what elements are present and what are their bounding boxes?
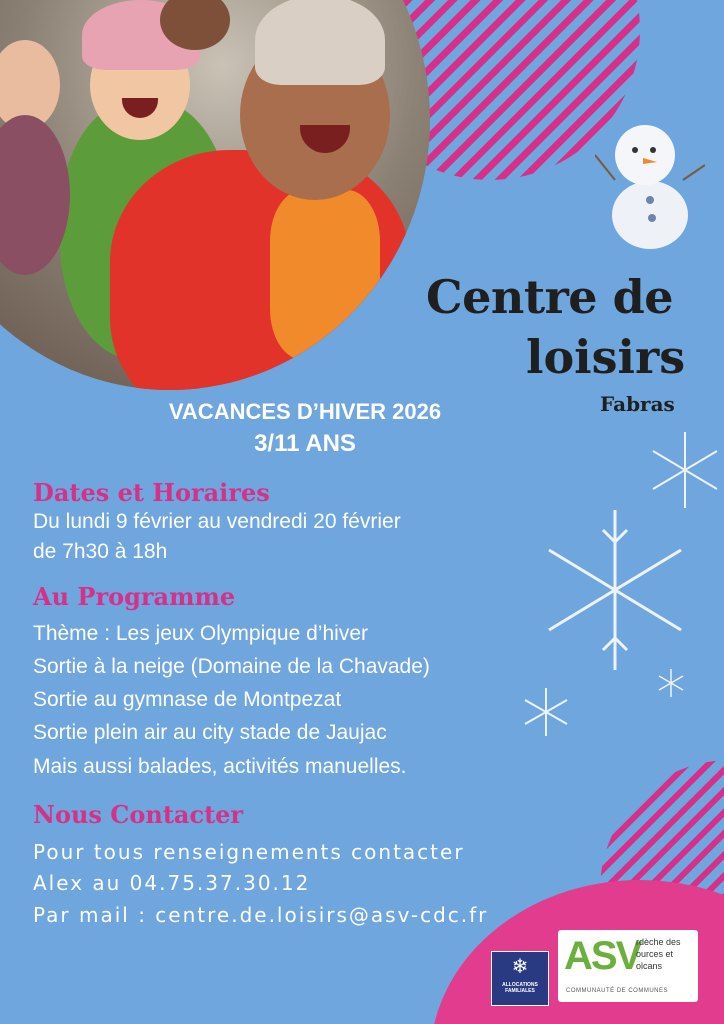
children-photo: [0, 0, 430, 390]
age-range: 3/11 ANS: [254, 430, 356, 457]
contact-line: Pour tous renseignements contacter: [33, 840, 465, 864]
dates-heading: Dates et Horaires: [33, 478, 270, 507]
caf-emblem-icon: ❄: [511, 956, 529, 978]
snowflake-icon: [520, 686, 572, 738]
programme-heading: Au Programme: [33, 582, 236, 611]
asv-word: rdèche des: [636, 937, 681, 947]
contact-heading: Nous Contacter: [33, 800, 244, 829]
asv-word: ources et: [636, 949, 674, 959]
contact-email: Par mail : centre.de.loisirs@asv-cdc.fr: [33, 903, 489, 927]
snowflake-icon: [650, 430, 720, 510]
title-location: Fabras: [600, 392, 675, 416]
title-line-2: loisirs: [526, 330, 686, 384]
programme-line: Sortie au gymnase de Montpezat: [33, 688, 342, 711]
snowflake-icon: [656, 668, 686, 698]
title-line-1: Centre de: [426, 270, 674, 324]
programme-line: Thème : Les jeux Olympique d’hiver: [33, 622, 368, 645]
asv-logo: [558, 930, 698, 1002]
caf-text: ALLOCATIONS: [502, 982, 538, 988]
holiday-heading: VACANCES D’HIVER 2026: [168, 399, 442, 424]
programme-line: Sortie à la neige (Domaine de la Chavade): [33, 655, 430, 678]
programme-line: Sortie plein air au city stade de Jaujac: [33, 721, 387, 744]
caf-logo: [491, 951, 549, 1006]
dates-line-1: Du lundi 9 février au vendredi 20 février: [33, 510, 401, 533]
asv-caption: COMMUNAUTÉ DE COMMUNES: [566, 988, 668, 994]
contact-phone: Alex au 04.75.37.30.12: [33, 871, 311, 895]
dates-line-2: de 7h30 à 18h: [33, 540, 168, 563]
asv-letters: ASV: [564, 934, 641, 978]
snowflake-icon: [545, 505, 685, 675]
caf-text: FAMILIALES: [505, 988, 535, 994]
programme-line: Mais aussi balades, activités manuelles.: [33, 755, 407, 778]
asv-word: olcans: [636, 961, 663, 971]
snowman-illustration: [595, 110, 705, 260]
